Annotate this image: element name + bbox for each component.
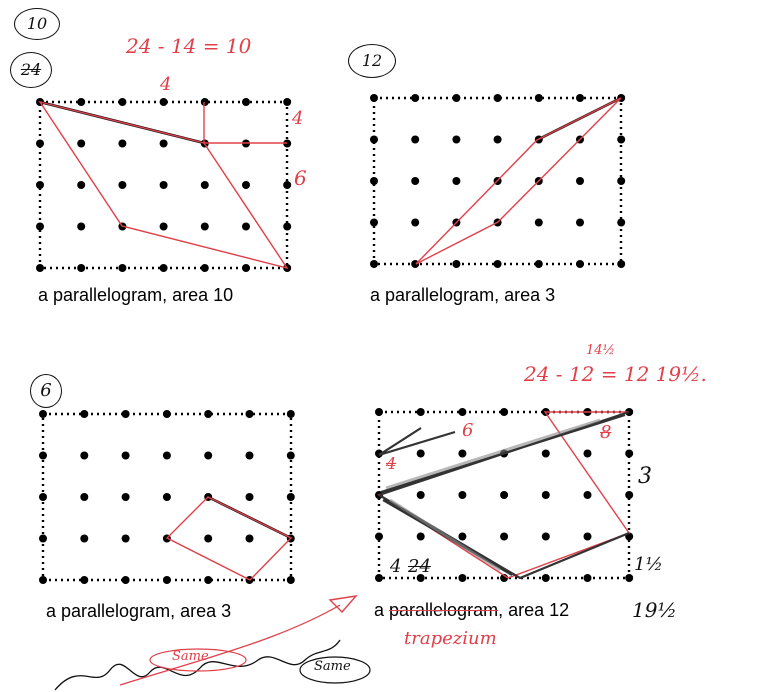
grid-dot: [500, 491, 508, 499]
grid-dot: [584, 533, 592, 541]
working-bottom-b-4: 24: [408, 556, 431, 577]
grid-dot: [122, 452, 130, 460]
working-equation-1: 24 - 14 = 10: [126, 34, 252, 58]
working-above-4: 14½: [586, 343, 616, 358]
grid-dot: [617, 219, 625, 227]
grid-dot: [77, 223, 85, 231]
footer-tag-a: Same: [172, 649, 209, 664]
grid-dot: [370, 219, 378, 227]
dot-grid-1: [36, 98, 291, 272]
grid-dot: [458, 491, 466, 499]
grid-dot: [494, 260, 502, 268]
grid-dot: [77, 140, 85, 148]
grid-dot: [535, 219, 543, 227]
grid-dot: [122, 493, 130, 501]
footer-tag-b: Same: [314, 659, 351, 674]
grid-dot: [417, 533, 425, 541]
grid-dot: [163, 493, 171, 501]
working-right-mid-4: 3: [638, 464, 652, 489]
grid-dot: [201, 223, 209, 231]
caption-3: a parallelogram, area 3: [46, 601, 232, 621]
grid-dot: [494, 136, 502, 144]
grid-dot: [411, 177, 419, 185]
correction-4: trapezium: [404, 628, 497, 649]
grid-dot: [80, 452, 88, 460]
grid-dot: [375, 533, 383, 541]
working-top-4: 6: [462, 420, 474, 441]
grid-dot: [163, 452, 171, 460]
helper-lines-1: [204, 102, 287, 143]
grid-dot: [584, 491, 592, 499]
grid-dot: [118, 181, 126, 189]
grid-dot: [417, 450, 425, 458]
grid-dot: [417, 408, 425, 416]
grid-dot: [458, 450, 466, 458]
caption-4-suffix: , area 12: [498, 600, 570, 620]
caption-4-struck: parallelogram: [389, 600, 499, 620]
grid-dot: [576, 177, 584, 185]
question-number-3: 6: [30, 374, 62, 408]
drawn-parallelogram-2: [416, 98, 621, 264]
grid-dot: [246, 535, 254, 543]
grid-dot: [283, 223, 291, 231]
grid-dot: [411, 219, 419, 227]
working-right-low-4: 1½: [634, 554, 663, 575]
caption-4: [374, 600, 569, 621]
grid-dot: [242, 181, 250, 189]
grid-dot: [77, 181, 85, 189]
grid-dot: [576, 219, 584, 227]
grid-dot: [246, 410, 254, 418]
answer-4: 19½: [632, 598, 677, 622]
struck-answer-1: 24: [10, 52, 52, 88]
grid-dot: [542, 491, 550, 499]
grid-dot: [542, 450, 550, 458]
grid-dot: [118, 140, 126, 148]
grid-dot: [204, 535, 212, 543]
grid-dot: [80, 535, 88, 543]
grid-dot: [160, 264, 168, 272]
working-left-mid-4: 4: [386, 454, 397, 473]
working-corner-right-4: 8: [600, 422, 612, 443]
question-number-1: 10: [14, 8, 60, 40]
working-right-mid-1: 6: [294, 166, 307, 190]
grid-dot: [246, 493, 254, 501]
working-right-top-1: 4: [292, 108, 304, 129]
grid-dot: [160, 140, 168, 148]
working-bottom-a-4: 4: [390, 556, 402, 577]
grid-dot: [80, 493, 88, 501]
grid-dot: [36, 223, 44, 231]
grid-dot: [160, 223, 168, 231]
grid-dot: [584, 450, 592, 458]
question-number-2: 12: [348, 44, 396, 78]
working-top-1: 4: [160, 74, 172, 95]
dot-grid-3: [39, 410, 295, 584]
caption-4-prefix: a: [374, 600, 390, 620]
grid-dot: [80, 576, 88, 584]
drawn-parallelogram-3: [167, 497, 291, 580]
caption-1: a parallelogram, area 10: [38, 285, 234, 305]
caption-2: a parallelogram, area 3: [370, 285, 556, 305]
footer-scribble: [55, 640, 340, 690]
grid-dot: [122, 535, 130, 543]
grid-dot: [458, 533, 466, 541]
grid-dot: [458, 408, 466, 416]
grid-dot: [242, 223, 250, 231]
working-equation-4: 24 - 12 = 12 19½.: [524, 362, 707, 386]
grid-dot: [452, 136, 460, 144]
grid-dot: [204, 452, 212, 460]
arrow-head-icon: [330, 596, 356, 612]
grid-dot: [411, 136, 419, 144]
grid-dot: [452, 177, 460, 185]
grid-dot: [246, 452, 254, 460]
grid-dot: [160, 181, 168, 189]
grid-dot: [80, 410, 88, 418]
grid-dot: [542, 533, 550, 541]
grid-dot: [500, 533, 508, 541]
grid-dot: [201, 181, 209, 189]
grid-dot: [417, 491, 425, 499]
